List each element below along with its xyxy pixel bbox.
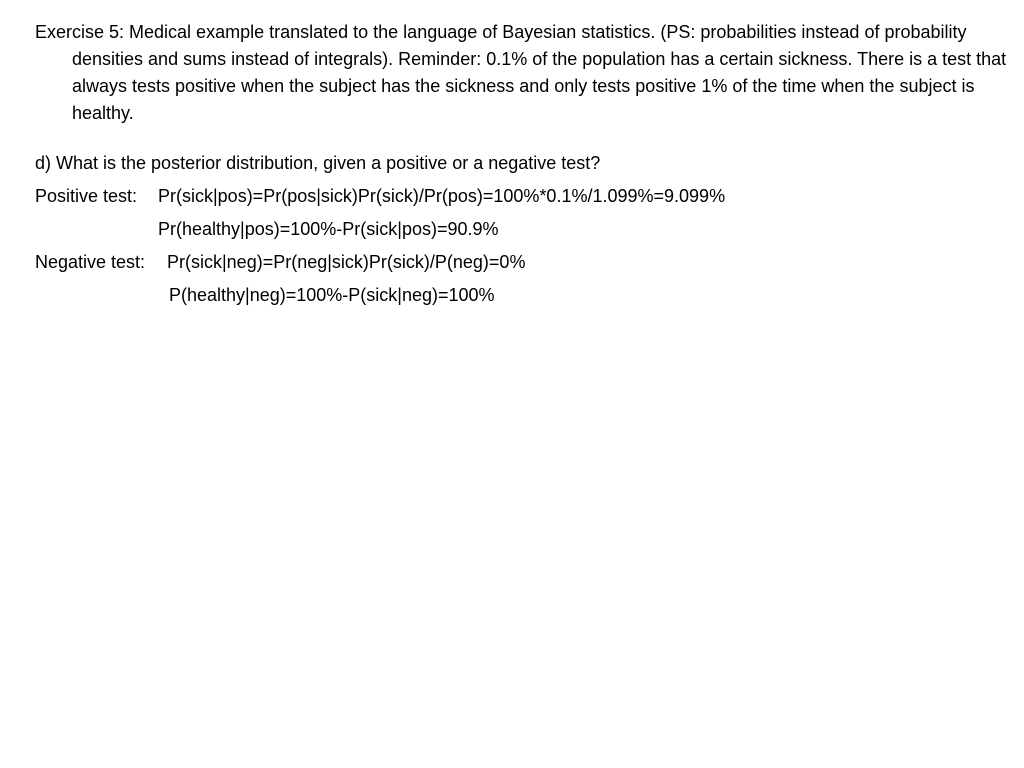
- exercise-statement: Exercise 5: Medical example translated to the language of Bayesian statistics. (PS: probabilities instead of probability densities and sums instead of integrals). Reminder: 0.1% of the population has a certain sickness. There is a test that always tests positive when the subject has the sickness and only tests positive 1% of the time when the subject is healthy.: [35, 22, 1007, 123]
- negative-test-label: Negative test:: [35, 252, 146, 272]
- negative-sick-equation: Pr(sick|neg)=Pr(neg|sick)Pr(sick)/P(neg)=0%: [167, 252, 526, 272]
- positive-healthy-equation: Pr(healthy|pos)=100%-Pr(sick|pos)=90.9%: [158, 219, 499, 239]
- negative-healthy-equation: P(healthy|neg)=100%-P(sick|neg)=100%: [169, 285, 495, 305]
- positive-sick-equation: Pr(sick|pos)=Pr(pos|sick)Pr(sick)/Pr(pos)=100%*0.1%/1.099%=9.099%: [158, 186, 726, 206]
- positive-test-label: Positive test:: [35, 186, 138, 206]
- question-d: d) What is the posterior distribution, given a positive or a negative test?: [35, 153, 601, 173]
